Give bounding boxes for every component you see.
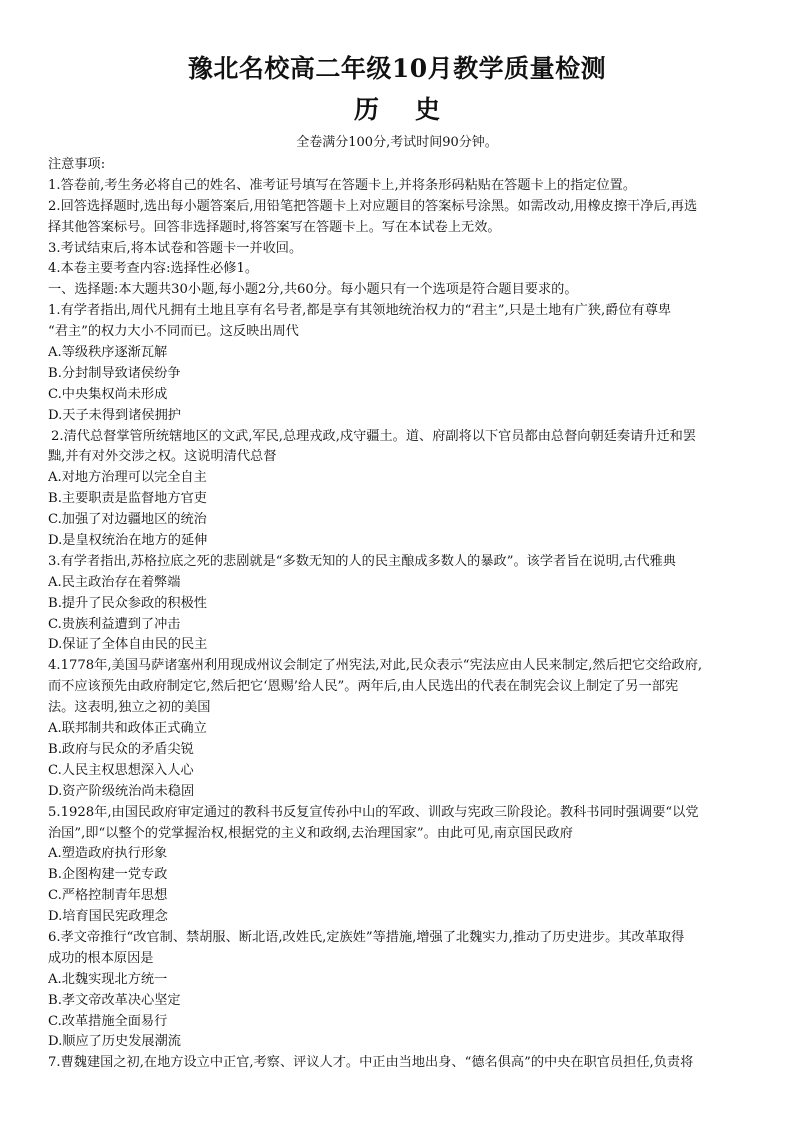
question-option: B.提升了民众参政的积极性 (48, 595, 207, 611)
question-option: A.民主政治存在着弊端 (48, 574, 181, 590)
note-item: 2.回答选择题时,选出每小题答案后,用铅笔把答题卡上对应题目的答案标号涂黑。如需改动,用橡皮擦干净后,再选 (48, 198, 698, 214)
subject-char-1: 历 (353, 95, 379, 124)
question-option: A.联邦制共和政体正式确立 (48, 721, 207, 737)
question-option: B.主要职责是监督地方官吏 (48, 491, 207, 507)
question-option: C.贵族利益遭到了冲击 (48, 616, 181, 632)
question-stem: 7.曹魏建国之初,在地方设立中正官,考察、评议人才。中正由当地出身、“德名俱高”的中央在职官员担任,负责将 (48, 1055, 694, 1071)
question-option: C.中央集权尚未形成 (48, 386, 168, 402)
question-option: D.顺应了历史发展潮流 (48, 1034, 181, 1050)
note-item: 择其他答案标号。回答非选择题时,将答案写在答题卡上。写在本试卷上无效。 (48, 219, 501, 235)
question-stem: 2.清代总督掌管所统辖地区的文武,军民,总理戎政,戍守疆土。道、府副将以下官员都由总督向朝廷奏请升迁和罢 (51, 428, 696, 444)
question-stem: 6.孝文帝推行“改官制、禁胡服、断北语,改姓氏,定族姓”等措施,增强了北魏实力,推动了历史进步。其改革取得 (48, 929, 685, 945)
question-stem: 治国”,即“以整个的党掌握治权,根据党的主义和政纲,去治理国家”。由此可见,南京国民政府 (48, 825, 573, 841)
note-item: 3.考试结束后,将本试卷和答题卡一并收回。 (48, 240, 303, 256)
question-stem: 成功的根本原因是 (48, 950, 154, 966)
question-stem: 5.1928年,由国民政府审定通过的教科书反复宣传孙中山的军政、训政与宪政三阶段论。教科书同时强调要“以党 (48, 804, 699, 820)
question-option: D.培育国民宪政理念 (48, 909, 168, 925)
question-option: B.孝文帝改革决心坚定 (48, 992, 181, 1008)
question-option: D.是皇权统治在地方的延伸 (48, 533, 208, 549)
question-option: A.北魏实现北方统一 (48, 971, 168, 987)
note-item: 1.答卷前,考生务必将自己的姓名、准考证号填写在答题卡上,并将条形码粘贴在答题卡上的指定位置。 (48, 177, 637, 193)
question-option: D.保证了全体自由民的民主 (48, 637, 208, 653)
question-option: A.对地方治理可以完全自主 (48, 470, 207, 486)
question-option: D.资产阶级统治尚未稳固 (48, 783, 195, 799)
question-option: B.企图构建一党专政 (48, 867, 168, 883)
question-stem: 1.有学者指出,周代凡拥有土地且享有名号者,都是享有其领地统治权力的“君主”,只是土地有广狭,爵位有尊卑 (48, 303, 672, 319)
question-stem: 法。这表明,独立之初的美国 (48, 700, 211, 716)
question-option: B.分封制导致诸侯纷争 (48, 365, 181, 381)
question-stem: “君主”的权力大小不同而已。这反映出周代 (48, 324, 299, 340)
subject-title (0, 93, 794, 127)
question-stem: 4.1778年,美国马萨诸塞州利用现成州议会制定了州宪法,对此,民众表示“宪法应由人民来制定,然后把它交给政府, (48, 658, 703, 674)
question-option: A.塑造政府执行形象 (48, 846, 168, 862)
notes-heading: 注意事项: (48, 157, 106, 172)
score-info: 全卷满分100分,考试时间90分钟。 (296, 135, 498, 150)
question-option: C.加强了对边疆地区的统治 (48, 512, 207, 528)
subject-char-2: 史 (415, 95, 441, 124)
question-stem: 而不应该预先由政府制定它,然后把它‘恩赐’给人民”。两年后,由人民选出的代表在制宪会议上制定了另一部宪 (48, 679, 679, 695)
question-option: C.人民主权思想深入人心 (48, 762, 194, 778)
exam-body (48, 155, 748, 1074)
question-option: B.政府与民众的矛盾尖锐 (48, 741, 194, 757)
question-option: D.天子未得到诸侯拥护 (48, 407, 181, 423)
exam-title: 豫北名校高二年级10月教学质量检测 (187, 54, 607, 83)
question-stem: 黜,并有对外交涉之权。这说明清代总督 (48, 449, 277, 465)
question-stem: 3.有学者指出,苏格拉底之死的悲剧就是“多数无知的人的民主酿成多数人的暴政”。该学者旨在说明,古代雅典 (48, 553, 676, 569)
question-option: C.严格控制青年思想 (48, 888, 168, 904)
question-option: C.改革措施全面易行 (48, 1013, 168, 1029)
note-item: 4.本卷主要考查内容:选择性必修1。 (48, 261, 259, 277)
question-option: A.等级秩序逐渐瓦解 (48, 345, 168, 361)
section-heading: 一、选择题:本大题共30小题,每小题2分,共60分。每小题只有一个选项是符合题目要求的。 (48, 282, 578, 298)
